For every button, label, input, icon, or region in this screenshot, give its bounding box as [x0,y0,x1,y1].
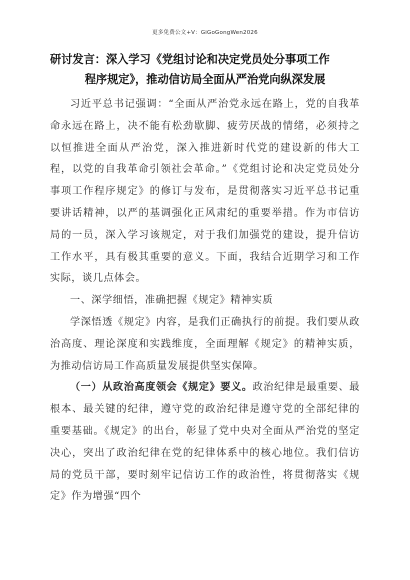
subsection-1-body: 政治纪律是最重要、最根本、最关键的纪律，遵守党的政治纪律是遵守党的全部纪律的重要基础。《规定》的出台，彰显了党中央对全面从严治党的坚定决心，突出了政治纪律在党的纪律体系中的核心地位。我们信访局的党员干部，要时刻牢记信访工作的政治性，将贯彻落实《规定》作为增强“四个 [50,382,360,503]
section-1-heading: 一、深学细悟，准确把握《规定》精神实质 [70,295,274,307]
document-title [50,50,360,90]
header-note: 更多免费公文+V：GiGoGongWen2026 [152,30,258,36]
title-line-2: 程序规定》，推动信访局全面从严治党向纵深发展 [84,73,326,86]
section-1-intro: 学深悟透《规定》内容，是我们正确执行的前提。我们要从政治高度、理论深度和实践维度，全面理解《规定》的精神实质，为推动信访局工作高质量发展提供坚实保障。 [50,316,360,372]
subsection-1-lead: （一）从政治高度领会《规定》要义。 [70,382,253,394]
title-line-1: 研讨发言：深入学习《党组讨论和决定党员处分事项工作 [50,53,330,66]
subsection-1-paragraph [50,377,360,508]
intro-paragraph: 习近平总书记强调：“全面从严治党永远在路上，党的自我革命永远在路上，决不能有松劲歇脚、疲劳厌战的情绪，必须持之以恒推进全面从严治党，深入推进新时代党的建设新的伟大工程，以党的自我革命引领社会革命。”《党组讨论和决定党员处分事项工作程序规定》的修订与发布，是贯彻落实习近平总书记重要讲话精神，以严的基调强化正风肃纪的重要举措。作为市信访局的一员，深入学习该规定，对于我们加强党的建设，提升信访工作水平，具有极其重要的意义。下面，我结合近期学习和工作实际，谈几点体会。 [50,99,360,285]
document-body [50,50,360,508]
